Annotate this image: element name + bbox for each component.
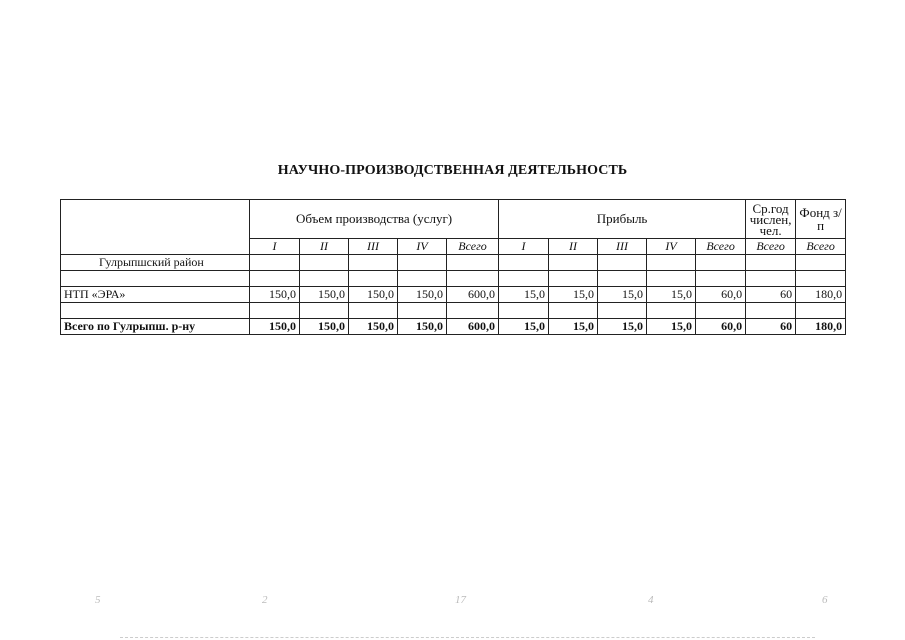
footer-mark: 17 <box>455 594 466 606</box>
value-cell: 150,0 <box>398 287 447 303</box>
value-cell: 15,0 <box>499 287 549 303</box>
total-row <box>61 319 846 335</box>
footer-marks <box>0 594 905 614</box>
profit-group-header: Прибыль <box>499 200 746 239</box>
group-header-row <box>61 200 846 239</box>
value-cell: 60,0 <box>696 287 746 303</box>
avg-staff-header: Ср.год числен, чел. <box>746 200 796 239</box>
subheader-cell: Всего <box>447 239 499 255</box>
footer-mark: 6 <box>822 594 828 606</box>
value-cell: 150,0 <box>250 287 300 303</box>
value-cell: 15,0 <box>598 319 647 335</box>
subheader-cell: Всего <box>696 239 746 255</box>
spacer-row <box>61 303 846 319</box>
value-cell: 150,0 <box>300 319 349 335</box>
bottom-divider <box>120 637 815 639</box>
value-cell: 150,0 <box>398 319 447 335</box>
subheader-cell: Всего <box>796 239 846 255</box>
spacer-row <box>61 271 846 287</box>
subheader-cell: III <box>349 239 398 255</box>
region-label: Гулрыпшский район <box>61 255 250 271</box>
subheader-cell: IV <box>398 239 447 255</box>
data-row <box>61 287 846 303</box>
value-cell: 180,0 <box>796 287 846 303</box>
corner-header-cell <box>61 200 250 255</box>
value-cell: 15,0 <box>549 319 598 335</box>
value-cell: 600,0 <box>447 319 499 335</box>
subheader-cell: IV <box>647 239 696 255</box>
value-cell: 150,0 <box>250 319 300 335</box>
data-row-label: НТП «ЭРА» <box>61 287 250 303</box>
activity-table <box>60 199 846 335</box>
region-row <box>61 255 846 271</box>
footer-mark: 5 <box>95 594 101 606</box>
total-row-label: Всего по Гулрыпш. р-ну <box>61 319 250 335</box>
value-cell: 180,0 <box>796 319 846 335</box>
value-cell: 600,0 <box>447 287 499 303</box>
value-cell: 15,0 <box>499 319 549 335</box>
value-cell: 150,0 <box>300 287 349 303</box>
value-cell: 150,0 <box>349 319 398 335</box>
value-cell: 15,0 <box>598 287 647 303</box>
subheader-cell: I <box>250 239 300 255</box>
value-cell: 150,0 <box>349 287 398 303</box>
value-cell: 15,0 <box>647 319 696 335</box>
wage-fund-header: Фонд з/п <box>796 200 846 239</box>
subheader-cell: II <box>549 239 598 255</box>
volume-group-header: Объем производства (услуг) <box>250 200 499 239</box>
subheader-cell: II <box>300 239 349 255</box>
value-cell: 15,0 <box>549 287 598 303</box>
footer-mark: 4 <box>648 594 654 606</box>
subheader-cell: III <box>598 239 647 255</box>
value-cell: 15,0 <box>647 287 696 303</box>
subheader-cell: I <box>499 239 549 255</box>
value-cell: 60,0 <box>696 319 746 335</box>
subheader-cell: Всего <box>746 239 796 255</box>
footer-mark: 2 <box>262 594 268 606</box>
value-cell: 60 <box>746 287 796 303</box>
value-cell: 60 <box>746 319 796 335</box>
page-title: НАУЧНО-ПРОИЗВОДСТВЕННАЯ ДЕЯТЕЛЬНОСТЬ <box>277 163 628 178</box>
